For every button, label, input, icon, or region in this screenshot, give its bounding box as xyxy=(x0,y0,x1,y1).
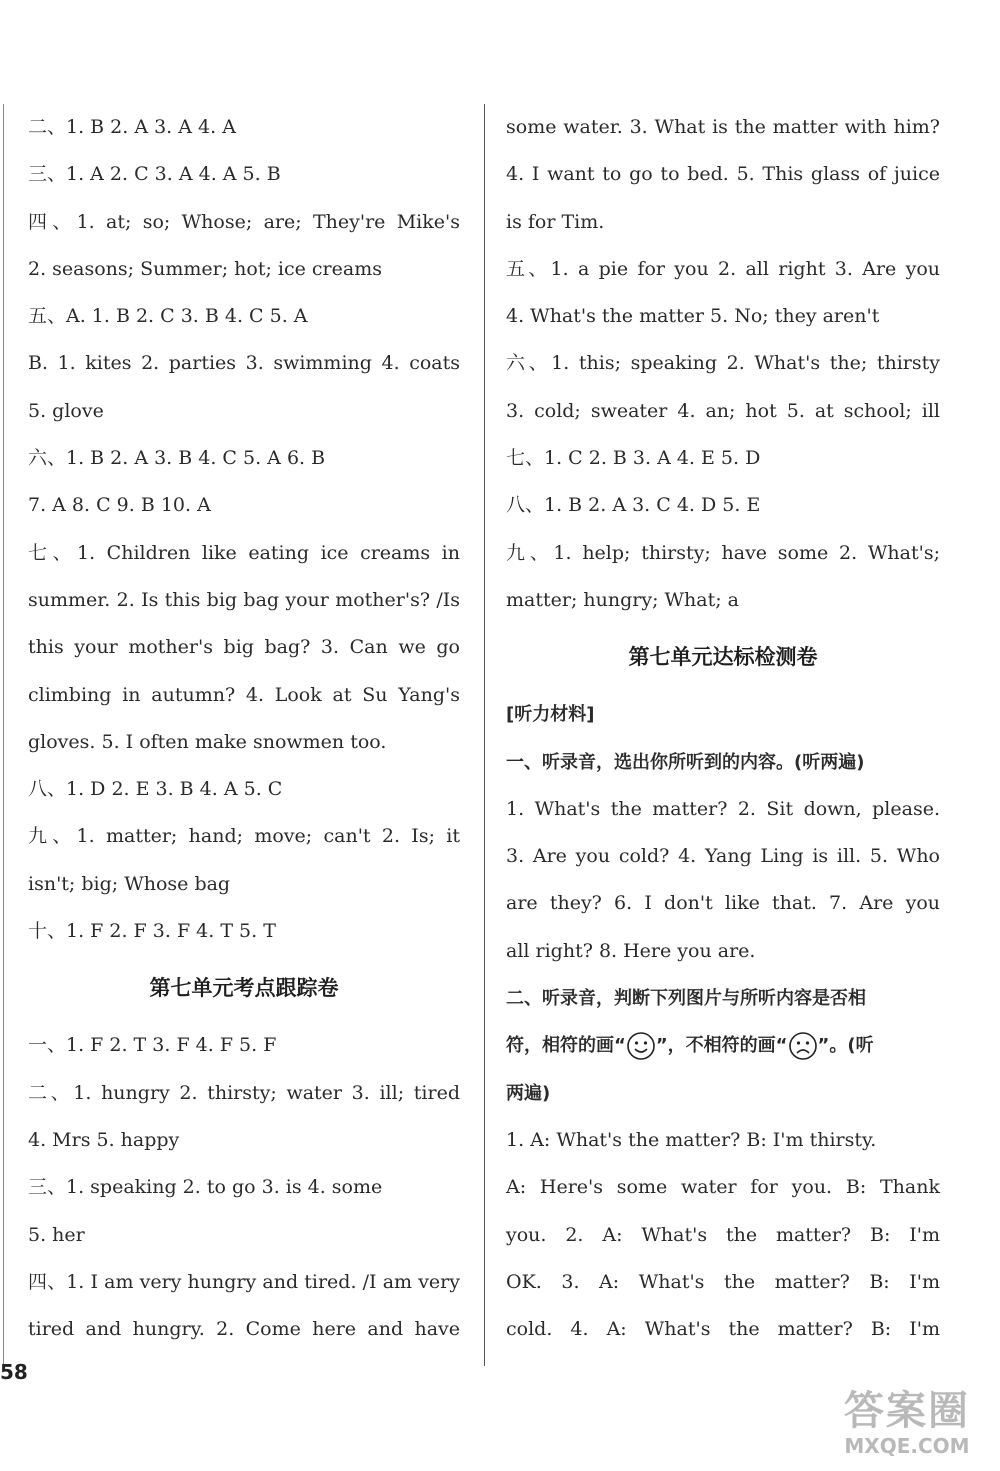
text-line: 5. her xyxy=(28,1223,85,1246)
text-line: 五、1. a pie for you 2. all right 3. Are you xyxy=(506,257,940,280)
watermark-logo xyxy=(822,1388,992,1466)
text-line: 5. glove xyxy=(28,399,104,422)
text-line: 二、1. B 2. A 3. A 4. A xyxy=(28,116,236,138)
text-line: [听力材料] xyxy=(506,704,595,726)
smiley-face-icon xyxy=(626,1031,656,1061)
text-line: gloves. 5. I often make snowmen too. xyxy=(28,730,387,753)
text-line: 1. What's the matter? 2. Sit down, please. xyxy=(506,797,940,820)
text-line: 六、1. B 2. A 3. B 4. C 5. A 6. B xyxy=(28,447,326,470)
watermark-title: 答案圈 xyxy=(844,1388,970,1434)
section-heading-unit7-tracking: 第七单元考点跟踪卷 xyxy=(149,976,339,1001)
text-line: cold. 4. A: What's the matter? B: I'm xyxy=(506,1318,940,1341)
text-line: 二、1. hungry 2. thirsty; water 3. ill; tired xyxy=(28,1081,460,1104)
text-line: 4. Mrs 5. happy xyxy=(28,1128,180,1151)
text-line: OK. 3. A: What's the matter? B: I'm xyxy=(506,1270,940,1293)
text-line: 4. What's the matter 5. No; they aren't xyxy=(506,305,880,328)
text-line: 一、1. F 2. T 3. F 4. F 5. F xyxy=(28,1034,277,1057)
text-line: B. 1. kites 2. parties 3. swimming 4. coats xyxy=(28,352,460,375)
right-column xyxy=(506,104,940,1353)
answer-block-unit7-tracking-cont xyxy=(506,104,940,624)
answer-block-unit6 xyxy=(28,104,460,955)
sad-face-icon xyxy=(788,1031,818,1061)
text-line: isn't; big; Whose bag xyxy=(28,872,231,895)
text-line: A: Here's some water for you. B: Thank xyxy=(506,1176,940,1199)
listening-dialogue-block xyxy=(506,1070,940,1354)
left-margin-rule xyxy=(3,104,4,1366)
text-line: 五、A. 1. B 2. C 3. B 4. C 5. A xyxy=(28,305,308,328)
text-line: 六、1. this; speaking 2. What's the; thirsty xyxy=(506,352,940,375)
text-line: 2. seasons; Summer; hot; ice creams xyxy=(28,257,382,280)
text-line: 7. A 8. C 9. B 10. A xyxy=(28,494,211,517)
text-line: you. 2. A: What's the matter? B: I'm xyxy=(506,1223,940,1246)
text-line: are they? 6. I don't like that. 7. Are you xyxy=(506,892,940,915)
faces-text-middle: ”，不相符的画“ xyxy=(655,1035,788,1057)
text-line: 四、1. at; so; Whose; are; They're Mike's xyxy=(28,210,460,233)
text-line: matter; hungry; What; a xyxy=(506,588,740,611)
section-heading-unit7-test: 第七单元达标检测卷 xyxy=(628,645,818,670)
text-line: 两遍) xyxy=(506,1082,551,1104)
text-line: tired and hungry. 2. Come here and have xyxy=(28,1318,460,1341)
text-line: summer. 2. Is this big bag your mother's? /Is xyxy=(28,588,460,611)
faces-text-before: 符，相符的画“ xyxy=(506,1035,626,1057)
text-line: 十、1. F 2. F 3. F 4. T 5. T xyxy=(28,920,276,943)
text-line: 九、1. help; thirsty; have some 2. What's; xyxy=(506,541,940,564)
listening-material-block xyxy=(506,691,940,1022)
faces-text-after: ”。(听 xyxy=(817,1035,874,1057)
text-line: 3. cold; sweater 4. an; hot 5. at school; ill xyxy=(506,399,940,422)
text-line: 4. I want to go to bed. 5. This glass of juice xyxy=(506,163,940,186)
page-number: 58 xyxy=(0,1360,28,1384)
text-line: 四、1. I am very hungry and tired. /I am very xyxy=(28,1270,460,1293)
text-line: 1. A: What's the matter? B: I'm thirsty. xyxy=(506,1128,877,1151)
text-line: 3. Are you cold? 4. Yang Ling is ill. 5. Who xyxy=(506,845,940,868)
text-line: 七、1. Children like eating ice creams in xyxy=(28,541,460,564)
answer-block-unit7-tracking xyxy=(28,1022,460,1353)
text-line: this your mother's big bag? 3. Can we go xyxy=(28,636,460,659)
text-line: 三、1. A 2. C 3. A 4. A 5. B xyxy=(28,163,281,186)
text-line: 九、1. matter; hand; move; can't 2. Is; it xyxy=(28,825,460,848)
text-line: climbing in autumn? 4. Look at Su Yang's xyxy=(28,683,460,706)
text-line: some water. 3. What is the matter with him? xyxy=(506,116,940,138)
faces-instruction-line xyxy=(506,1022,940,1069)
column-divider xyxy=(484,104,485,1366)
text-line: 八、1. B 2. A 3. C 4. D 5. E xyxy=(506,494,761,517)
text-line: 三、1. speaking 2. to go 3. is 4. some xyxy=(28,1176,383,1199)
watermark-site: MXQE.COM xyxy=(844,1434,970,1458)
text-line: 一、听录音，选出你所听到的内容。(听两遍) xyxy=(506,751,865,773)
text-line: is for Tim. xyxy=(506,210,605,233)
text-line: 八、1. D 2. E 3. B 4. A 5. C xyxy=(28,778,283,801)
left-column xyxy=(28,104,460,1353)
text-line: 七、1. C 2. B 3. A 4. E 5. D xyxy=(506,447,761,470)
text-line: 二、听录音，判断下列图片与所听内容是否相 xyxy=(506,988,866,1010)
text-line: all right? 8. Here you are. xyxy=(506,939,756,962)
